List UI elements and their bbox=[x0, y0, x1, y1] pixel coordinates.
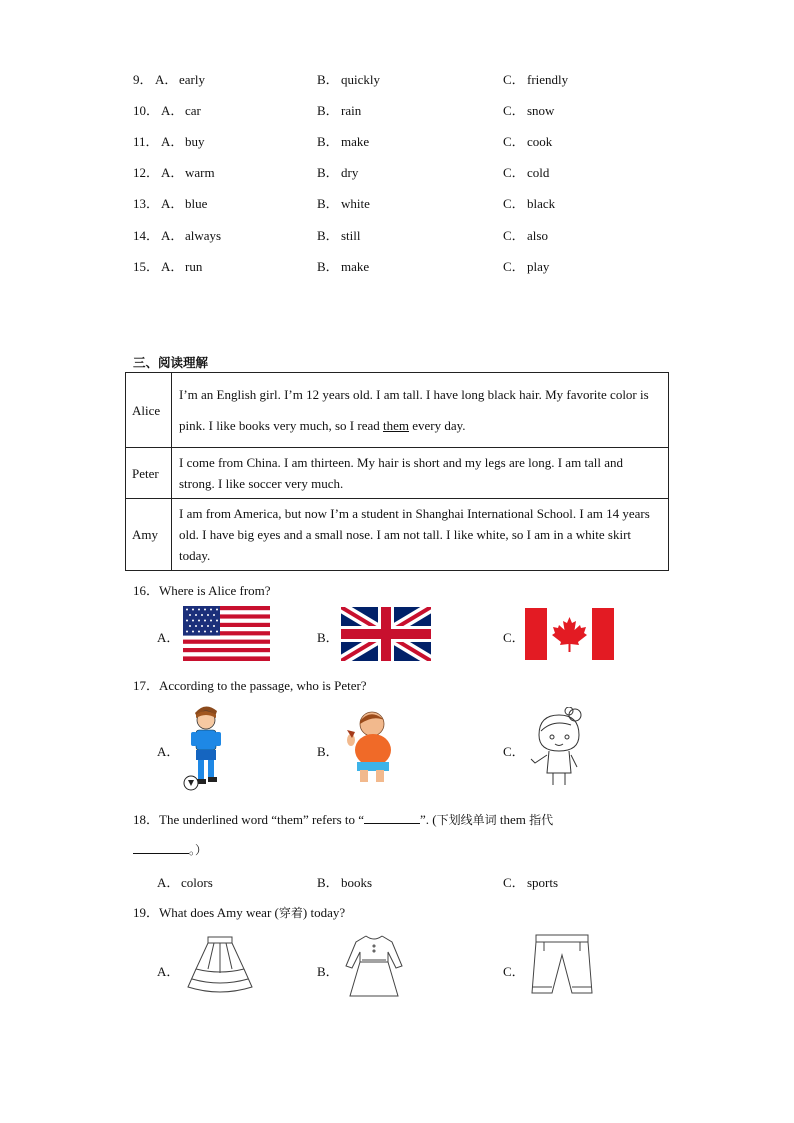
passage-name: Alice bbox=[126, 373, 172, 448]
q19-option-c-label[interactable]: C． bbox=[503, 964, 525, 979]
answer-blank[interactable] bbox=[133, 841, 189, 854]
q16-option-c-label[interactable]: C． bbox=[503, 630, 525, 645]
passage-name: Amy bbox=[126, 499, 172, 571]
option-a[interactable]: A． warm bbox=[161, 165, 215, 180]
girl-icon[interactable] bbox=[527, 707, 589, 787]
passage-text: I’m an English girl. I’m 12 years old. I am tall. I have long black hair. My favorite color is pink. I like books very much, so I read them every day. bbox=[172, 373, 669, 448]
question-number: 12． bbox=[133, 165, 160, 180]
passage-text: I am from America, but now I’m a student in Shanghai International School. I am 14 years old. I have big eyes and a small nose. I am not tall. I like white, so I am in a white skirt today. bbox=[172, 499, 669, 571]
option-a[interactable]: A． car bbox=[161, 103, 201, 118]
option-c[interactable]: C． friendly bbox=[503, 72, 569, 87]
q19-option-a-label[interactable]: A． bbox=[157, 964, 180, 979]
passage-row-alice bbox=[126, 373, 669, 448]
option-b[interactable]: B． rain bbox=[317, 103, 362, 118]
question-number: 9． bbox=[133, 72, 153, 87]
underlined-word: them bbox=[382, 418, 409, 433]
option-b[interactable]: B． books bbox=[317, 875, 373, 890]
question-number: 15． bbox=[133, 259, 160, 274]
mcq-row bbox=[133, 193, 693, 213]
option-c[interactable]: C． also bbox=[503, 228, 548, 243]
option-a[interactable]: A． early bbox=[155, 72, 205, 87]
option-b[interactable]: B． quickly bbox=[317, 72, 380, 87]
q16-option-a-label[interactable]: A． bbox=[157, 630, 180, 645]
answer-blank[interactable] bbox=[364, 811, 420, 824]
usa-flag-icon[interactable] bbox=[183, 606, 270, 661]
option-c[interactable]: C． black bbox=[503, 196, 556, 211]
option-b[interactable]: B． white bbox=[317, 196, 370, 211]
option-c[interactable]: C． play bbox=[503, 259, 550, 274]
question-number: 10． bbox=[133, 103, 160, 118]
mcq-row bbox=[133, 131, 693, 151]
option-c[interactable]: C． sports bbox=[503, 875, 559, 890]
option-a[interactable]: A． blue bbox=[161, 196, 208, 211]
q18-options bbox=[133, 872, 693, 892]
option-a[interactable]: A． run bbox=[161, 259, 203, 274]
passage-row-peter bbox=[126, 448, 669, 499]
question-18-continued: 。） bbox=[133, 841, 207, 858]
mcq-row bbox=[133, 162, 693, 182]
option-a[interactable]: A． colors bbox=[157, 875, 213, 890]
option-b[interactable]: B． make bbox=[317, 134, 370, 149]
mcq-row bbox=[133, 69, 693, 89]
q17-option-c-label[interactable]: C． bbox=[503, 744, 525, 759]
option-c[interactable]: C． cold bbox=[503, 165, 550, 180]
pants-icon[interactable] bbox=[528, 933, 596, 1001]
option-a[interactable]: A． buy bbox=[161, 134, 205, 149]
option-b[interactable]: B． make bbox=[317, 259, 370, 274]
question-number: 13． bbox=[133, 196, 160, 211]
option-c[interactable]: C． snow bbox=[503, 103, 555, 118]
passage-table bbox=[125, 372, 669, 571]
mcq-row bbox=[133, 100, 693, 120]
mcq-row bbox=[133, 225, 693, 245]
q17-option-b-label[interactable]: B． bbox=[317, 744, 339, 759]
passage-name: Peter bbox=[126, 448, 172, 499]
question-19: 19．What does Amy wear (穿着) today? bbox=[133, 905, 346, 920]
option-a[interactable]: A． always bbox=[161, 228, 222, 243]
canada-flag-icon[interactable] bbox=[525, 608, 614, 660]
q17-option-a-label[interactable]: A． bbox=[157, 744, 180, 759]
question-18: 18．The underlined word “them” refers to “ ”. (下划线单词 them 指代 bbox=[133, 812, 554, 827]
question-number: 14． bbox=[133, 228, 160, 243]
option-b[interactable]: B． still bbox=[317, 228, 361, 243]
question-17: 17．According to the passage, who is Peter? bbox=[133, 678, 367, 693]
passage-row-amy bbox=[126, 499, 669, 571]
chubby-boy-icon[interactable] bbox=[341, 706, 401, 786]
option-b[interactable]: B． dry bbox=[317, 165, 359, 180]
soccer-boy-icon[interactable] bbox=[181, 703, 231, 791]
mcq-row bbox=[133, 256, 693, 276]
dress-icon[interactable] bbox=[342, 932, 406, 1000]
question-number: 11． bbox=[133, 134, 159, 149]
uk-flag-icon[interactable] bbox=[341, 607, 431, 661]
section-title: 三、阅读理解 bbox=[133, 355, 209, 370]
q19-option-b-label[interactable]: B． bbox=[317, 964, 339, 979]
passage-text: I come from China. I am thirteen. My hair is short and my legs are long. I am tall and strong. I like soccer very much. bbox=[172, 448, 669, 499]
q16-option-b-label[interactable]: B． bbox=[317, 630, 339, 645]
skirt-icon[interactable] bbox=[184, 935, 256, 997]
option-c[interactable]: C． cook bbox=[503, 134, 553, 149]
question-16: 16．Where is Alice from? bbox=[133, 583, 271, 598]
